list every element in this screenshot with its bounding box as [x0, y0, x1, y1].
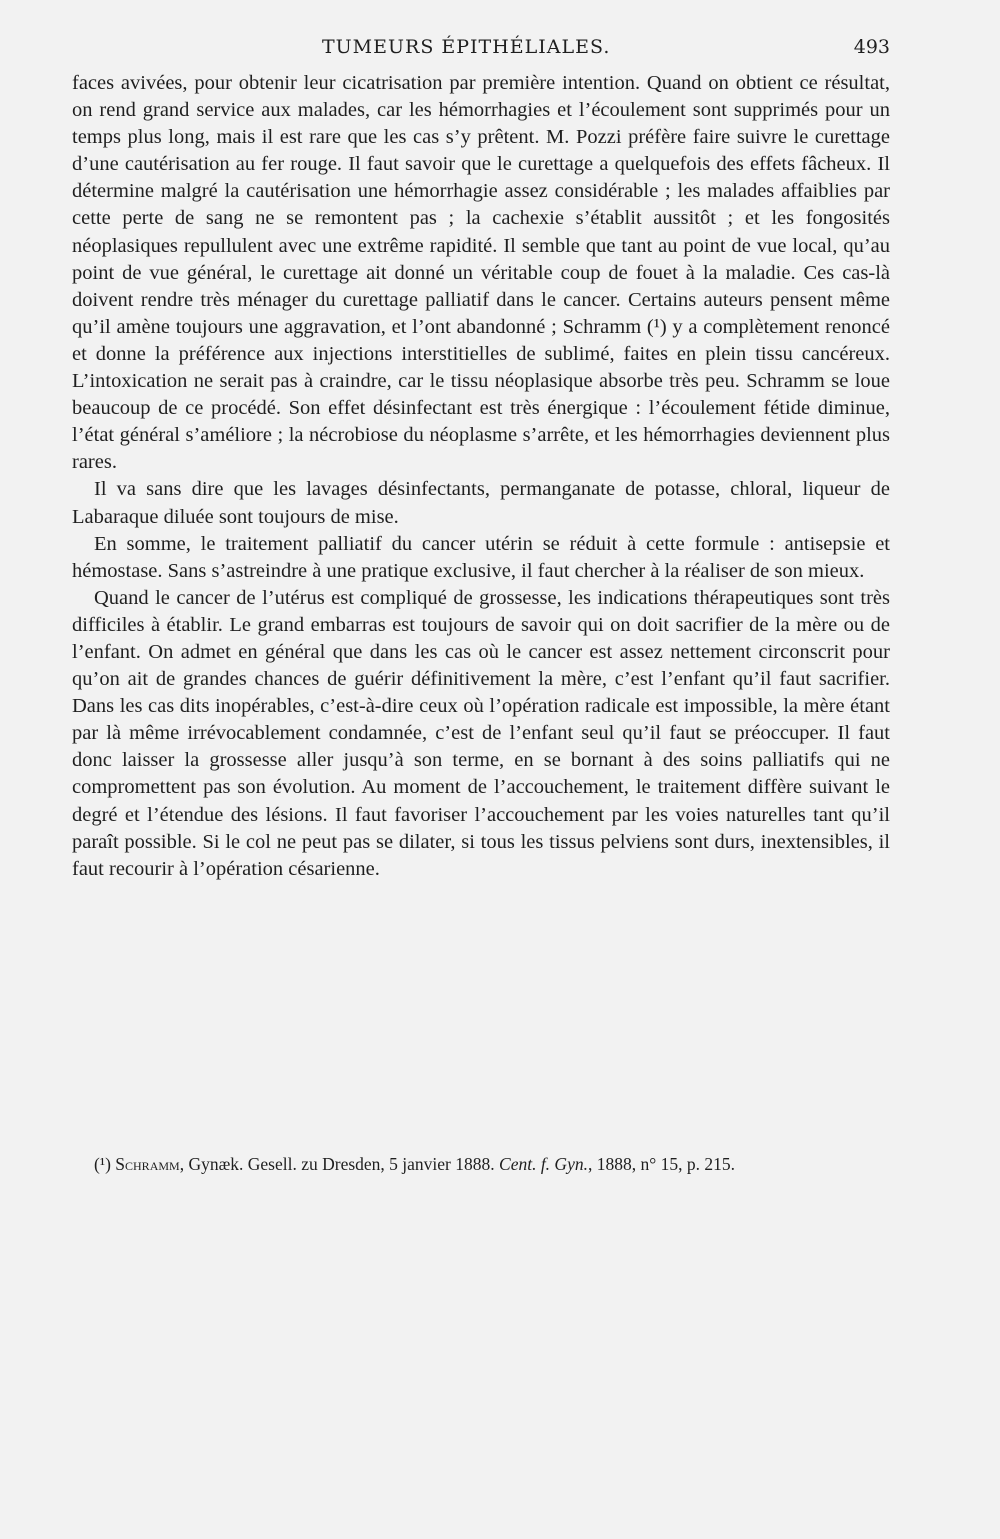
paragraph-3: En somme, le traitement palliatif du cancer utérin se réduit à cette formule : antisepsie et hémostase. Sans s’astreindre à une pratique exclusive, il faut chercher à la réaliser de son mieux. [72, 532, 890, 582]
footnote [72, 1153, 890, 1175]
footnote-author: Schramm [115, 1154, 180, 1174]
footnote-rest: , 1888, n° 15, p. 215. [587, 1154, 735, 1174]
paragraph-2: Il va sans dire que les lavages désinfectants, permanganate de potasse, chloral, liqueur de Labaraque diluée sont toujours de mise. [72, 478, 890, 528]
running-head [72, 36, 890, 66]
footnote-journal: Cent. f. Gyn. [499, 1154, 588, 1174]
paragraph-4: Quand le cancer de l’utérus est compliqué de grossesse, les indications thérapeutiques sont très difficiles à établir. Le grand embarras est toujours de savoir qui on doit sacrifier de la mère ou de l’enfant. On admet en général que dans les cas où le cancer est assez nettement circonscrit pour qu’on ait de grandes chances de guérir définitivement la mère, c’est l’enfant qu’il faut sacrifier. Dans les cas dits inopérables, c’est-à-dire ceux où l’opération radicale est impossible, la mère étant par là même irrévocablement condamnée, c’est de l’enfant seul qu’il faut se préoccuper. Il faut donc laisser la grossesse aller jusqu’à son terme, en se bornant à des soins palliatifs qui ne compromettent pas son évolution. Au moment de l’accouchement, le traitement diffère suivant le degré et l’étendue des lésions. Il faut favoriser l’accouchement par les voies naturelles tant qu’il paraît possible. Si le col ne peut pas se dilater, si tous les tissus pelviens sont durs, inextensibles, il faut recourir à l’opération césarienne. [72, 586, 890, 880]
paragraph-1: faces avivées, pour obtenir leur cicatrisation par première intention. Quand on obtient ce résultat, on rend grand service aux malades, car les hémorrhagies et l’écoulement sont supprimés pour un temps plus long, mais il est rare que les cas s’y prêtent. M. Pozzi préfère faire suivre le curettage d’une cautérisation au fer rouge. Il faut savoir que le curettage a quelquefois des effets fâcheux. Il détermine malgré la cautérisation une hémorrhagie assez considérable ; les malades affaiblies par cette perte de sang ne se remontent pas ; la cachexie s’établit aussitôt ; et les fongosités néoplasiques repullulent avec une extrême rapidité. Il semble que tant au point de vue local, qu’au point de vue général, le curettage ait donné un véritable coup de fouet à la maladie. Ces cas-là doivent rendre très ménager du curettage palliatif dans le cancer. Certains auteurs pensent même qu’il amène toujours une aggravation, et l’ont abandonné ; Schramm (¹) y a complètement renoncé et donne la préférence aux injections interstitielles de sublimé, faites en plein tissu cancéreux. L’intoxication ne serait pas à craindre, car le tissu néoplasique absorbe très peu. Schramm se loue beaucoup de ce procédé. Son effet désinfectant est très énergique : l’écoulement fétide diminue, l’état général s’améliore ; la nécrobiose du néoplasme s’arrête, et les hémorrhagies deviennent plus rares. [72, 72, 890, 474]
running-title: TUMEURS ÉPITHÉLIALES. [322, 36, 611, 58]
page-number: 493 [853, 36, 890, 58]
footnote-marker: (¹) [94, 1154, 111, 1174]
footnote-text: , Gynæk. Gesell. zu Dresden, 5 janvier 1888. [179, 1154, 500, 1174]
body-text [72, 70, 890, 883]
